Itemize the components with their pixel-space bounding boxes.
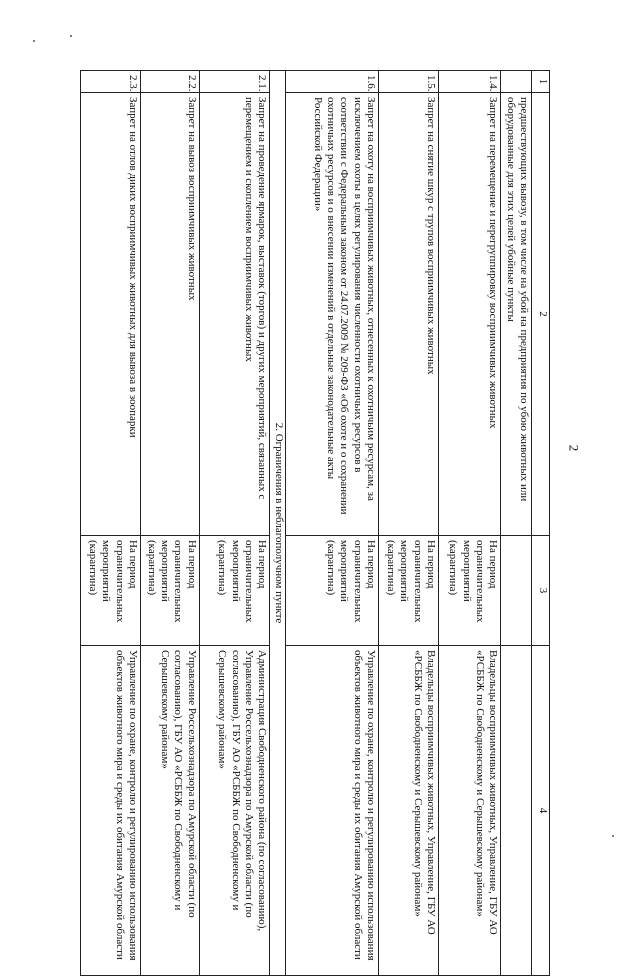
- table-row: [379, 71, 439, 976]
- measure-text-cell: Запрет на вывоз восприимчивых животных: [141, 93, 200, 536]
- column-number-header: 3: [532, 536, 550, 646]
- table-header-row: [532, 71, 550, 976]
- period-cell: На период ограничительных мероприятий (карантина): [141, 536, 200, 646]
- table-row: [141, 71, 200, 976]
- measure-text-cell: Запрет на перемещение и перегруппировку восприимчивых животных: [439, 93, 501, 536]
- responsible-cell: Владельцы восприимчивых животных, Управление, ГБУ АО «РСББЖ по Свободненскому и Серышевскому районам»: [379, 646, 439, 976]
- responsible-cell: Администрация Свободненского района (по согласованию), Управление Россельхознадзора по Амурской области (по согласованию), ГБУ АО «РСББЖ по Свободненскому и Серышевскому районам»: [199, 646, 269, 976]
- table-row: [501, 71, 532, 976]
- scan-speck: [70, 35, 72, 37]
- measure-text-cell: Запрет на проведение ярмарок, выставок (торгов) и других мероприятий, связанных с перемещением и скоплением восприимчивых животных: [199, 93, 269, 536]
- measure-text-cell: Запрет на отлов диких восприимчивых животных для вывоза в зоопарки: [81, 93, 141, 536]
- item-number-cell: 1.4.: [439, 71, 501, 93]
- item-number-cell: 1.6.: [285, 71, 378, 93]
- restrictions-table: [80, 70, 550, 976]
- measure-text-cell: предшествующих вывозу, в том числе на убой на предприятия по убою животных или оборудованные для этих целей убойные пункты: [501, 93, 532, 536]
- column-number-header: 4: [532, 646, 550, 976]
- item-number-cell: 2.1.: [199, 71, 269, 93]
- item-number-cell: 2.3.: [81, 71, 141, 93]
- measure-text-cell: Запрет на снятие шкур с трупов восприимчивых животных: [379, 93, 439, 536]
- item-number-cell: 1.5.: [379, 71, 439, 93]
- responsible-cell: Владельцы восприимчивых животных, Управление, ГБУ АО «РСББЖ по Свободненскому и Серышевскому районам»: [439, 646, 501, 976]
- responsible-cell: Управление по охране, контролю и регулированию использования объектов животного мира и среды их обитания Амурской области: [285, 646, 378, 976]
- scan-speck: [33, 40, 35, 42]
- period-cell: На период ограничительных мероприятий (карантина): [379, 536, 439, 646]
- item-number-cell: 2.2.: [141, 71, 200, 93]
- period-cell: На период ограничительных мероприятий (карантина): [81, 536, 141, 646]
- section-heading-row: [270, 71, 286, 976]
- measure-text-cell: Запрет на охоту на восприимчивых животных, отнесенных к охотничьим ресурсам, за исключением охоты в целях регулирования численности охотничьих ресурсов в соответствии с Федеральным законом от 24.07.2009 № 209-ФЗ «Об охоте и о сохранении охотничьих ресурсов и о внесении изменений в отдельные законодательные акты Российской Федерации»: [285, 93, 378, 536]
- item-number-cell: [501, 71, 532, 93]
- responsible-cell: Управление по охране, контролю и регулированию использования объектов животного мира и среды их обитания Амурской области: [81, 646, 141, 976]
- period-cell: На период ограничительных мероприятий (карантина): [199, 536, 269, 646]
- rotated-table-frame: [80, 70, 550, 975]
- table-row: [81, 71, 141, 976]
- column-number-header: 1: [532, 71, 550, 93]
- column-number-header: 2: [532, 93, 550, 536]
- scan-speck: [612, 835, 614, 837]
- section-heading: 2. Ограничения в неблагополучном пункте: [270, 71, 286, 976]
- page-number: 2: [566, 444, 582, 452]
- table-row: [199, 71, 269, 976]
- period-cell: На период ограничительных мероприятий (карантина): [285, 536, 378, 646]
- period-cell: [501, 536, 532, 646]
- responsible-cell: Управление Россельхознадзора по Амурской области (по согласованию), ГБУ АО «РСББЖ по Свободненскому и Серышевскому районам»: [141, 646, 200, 976]
- table-row: [285, 71, 378, 976]
- table-row: [439, 71, 501, 976]
- responsible-cell: [501, 646, 532, 976]
- period-cell: На период ограничительных мероприятий (карантина): [439, 536, 501, 646]
